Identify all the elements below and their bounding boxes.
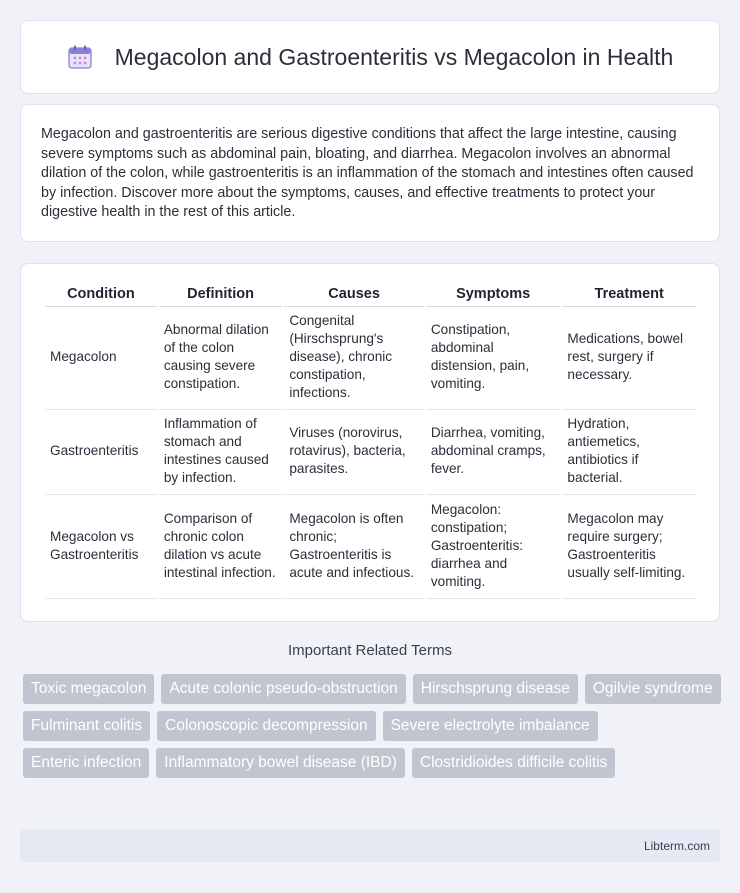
table-row <box>45 495 696 599</box>
related-term-tag[interactable]: Fulminant colitis <box>23 711 150 741</box>
related-term-tag[interactable]: Severe electrolyte imbalance <box>383 711 598 741</box>
related-term-tag[interactable]: Enteric infection <box>23 748 149 778</box>
cell-causes: Megacolon is often chronic; Gastroenteritis is acute and infectious. <box>284 495 424 599</box>
cell-treatment: Hydration, antiemetics, antibiotics if bacterial. <box>562 410 696 495</box>
calendar-icon <box>67 44 93 70</box>
table-row <box>45 410 696 495</box>
cell-definition: Comparison of chronic colon dilation vs acute intestinal infection. <box>159 495 283 599</box>
cell-symptoms: Constipation, abdominal distension, pain, vomiting. <box>426 307 561 410</box>
header-definition: Definition <box>159 280 283 307</box>
cell-condition: Megacolon vs Gastroenteritis <box>45 495 157 599</box>
header-condition: Condition <box>45 280 157 307</box>
related-terms-title: Important Related Terms <box>288 642 452 659</box>
related-term-tag[interactable]: Toxic megacolon <box>23 674 154 704</box>
cell-causes: Congenital (Hirschsprung's disease), chronic constipation, infections. <box>284 307 424 410</box>
cell-causes: Viruses (norovirus, rotavirus), bacteria, parasites. <box>284 410 424 495</box>
header-treatment: Treatment <box>562 280 696 307</box>
cell-condition: Megacolon <box>45 307 157 410</box>
related-terms-list <box>23 674 723 778</box>
related-term-tag[interactable]: Ogilvie syndrome <box>585 674 721 704</box>
cell-condition: Gastroenteritis <box>45 410 157 495</box>
cell-definition: Inflammation of stomach and intestines caused by infection. <box>159 410 283 495</box>
cell-treatment: Medications, bowel rest, surgery if necessary. <box>562 307 696 410</box>
table-header-row <box>45 280 696 307</box>
intro-card <box>20 104 720 242</box>
comparison-table <box>43 280 698 599</box>
related-term-tag[interactable]: Inflammatory bowel disease (IBD) <box>156 748 405 778</box>
table-row <box>45 307 696 410</box>
cell-symptoms: Megacolon: constipation; Gastroenteritis: diarrhea and vomiting. <box>426 495 561 599</box>
header-causes: Causes <box>284 280 424 307</box>
cell-symptoms: Diarrhea, vomiting, abdominal cramps, fever. <box>426 410 561 495</box>
header-symptoms: Symptoms <box>426 280 561 307</box>
header-card <box>20 20 720 94</box>
footer-site-link[interactable]: Libterm.com <box>643 838 710 853</box>
related-term-tag[interactable]: Colonoscopic decompression <box>157 711 375 741</box>
related-term-tag[interactable]: Hirschsprung disease <box>413 674 578 704</box>
page-title: Megacolon and Gastroenteritis vs Megacolon in Health <box>114 43 674 70</box>
footer <box>20 829 720 862</box>
intro-text: Megacolon and gastroenteritis are serious digestive conditions that affect the large intestine, causing severe symptoms such as abdominal pain, bloating, and diarrhea. Megacolon involves an abnormal dilation of the colon, while gastroenteritis is an inflammation of the stomach and intestines often caused by infection. Discover more about the symptoms, causes, and effective treatments to protect your digestive health in the rest of this article. <box>41 126 694 220</box>
cell-treatment: Megacolon may require surgery; Gastroenteritis usually self-limiting. <box>562 495 696 599</box>
related-term-tag[interactable]: Clostridioides difficile colitis <box>412 748 616 778</box>
related-term-tag[interactable]: Acute colonic pseudo-obstruction <box>161 674 405 704</box>
cell-definition: Abnormal dilation of the colon causing severe constipation. <box>159 307 283 410</box>
table-card <box>20 263 720 622</box>
